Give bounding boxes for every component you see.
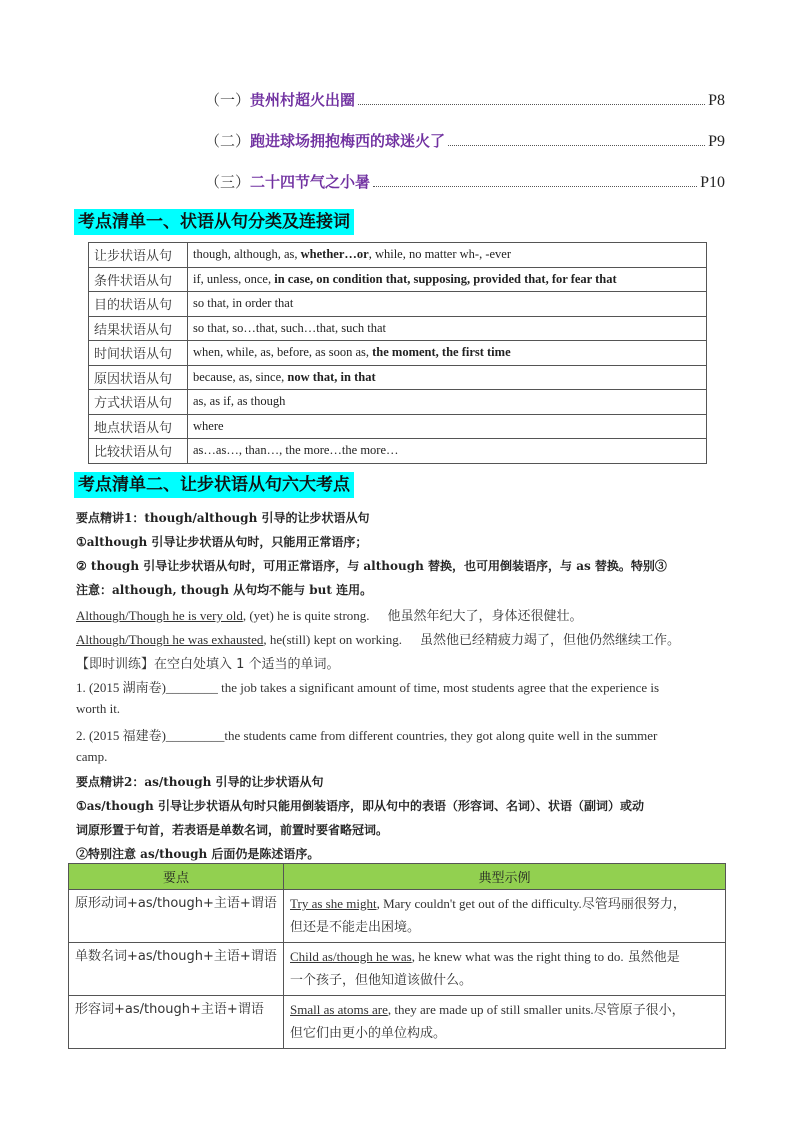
rule-text: 词原形置于句首，若表语是单数名词，前置时要省略冠词。: [76, 823, 389, 837]
example-translation: 但还是不能走出困境。: [290, 920, 421, 935]
connector-text: so that, in order that: [193, 296, 294, 311]
toc-entry[interactable]: [205, 84, 725, 110]
table-row: [89, 365, 707, 390]
connector-text: , while, no matter wh-, -ever: [368, 247, 511, 262]
table-row: [89, 243, 707, 268]
connectors-cell: [188, 316, 707, 341]
table-row: [69, 890, 726, 943]
toc-title[interactable]: 二十四节气之小暑: [250, 173, 371, 191]
example-underlined: Try as she might: [290, 896, 377, 911]
example-rest: , he(still) kept on working.: [263, 632, 403, 647]
clause-category: 地点状语从句: [89, 414, 188, 439]
example-underlined: Although/Though he is very old: [76, 608, 243, 623]
section-heading: 考点清单二、让步状语从句六大考点: [74, 472, 354, 498]
example-translation: 一个孩子，但他知道该做什么。: [290, 973, 473, 988]
table-row: [89, 341, 707, 366]
toc-entry[interactable]: [205, 125, 725, 151]
table-row: [69, 996, 726, 1049]
example-rest: , (yet) he is quite strong.: [242, 608, 370, 623]
example-underlined: Although/Though he was exhausted: [76, 632, 264, 647]
rule-text: 注意：although, though 从句均不能与 but 连用。: [76, 583, 373, 597]
connector-bold: the moment, the first time: [372, 345, 511, 360]
toc-number: （二）: [205, 132, 251, 150]
rule-text: ② though 引导让步状语从句时，可用正常语序，与 although 替换，也可用倒装语序，与 as 替换。特别③: [76, 559, 667, 573]
pattern-cell: 原形动词+as/though+主语+谓语: [69, 890, 284, 943]
toc-leader: [373, 185, 697, 187]
connectors-cell: [188, 414, 707, 439]
pattern-cell: 形容词+as/though+主语+谓语: [69, 996, 284, 1049]
connector-bold: now that, in that: [287, 369, 376, 384]
table-row: [89, 414, 707, 439]
table-row: [89, 292, 707, 317]
example-rest: , Mary couldn't get out of the difficulty.: [376, 896, 582, 911]
clause-category: 条件状语从句: [89, 267, 188, 292]
example-translation: 尽管玛丽很努力，: [581, 897, 686, 912]
table-row: [89, 316, 707, 341]
connector-text: because, as, since,: [193, 369, 288, 384]
example-underlined: Child as/though he was: [290, 949, 412, 964]
clause-category: 时间状语从句: [89, 341, 188, 366]
connectors-cell: [188, 243, 707, 268]
exercise-question: 1. (2015 湖南卷)________ the job takes a significant amount of time, most students agree that the experience is: [76, 680, 660, 695]
rule-text: ①although 引导让步状语从句时，只能用正常语序；: [76, 535, 368, 549]
connector-text: where: [193, 418, 224, 433]
table-row: [89, 267, 707, 292]
toc-leader: [358, 103, 705, 105]
drill-label: 【即时训练】在空白处填入 1 个适当的单词。: [76, 657, 340, 672]
toc-page: P9: [708, 133, 725, 150]
connector-text: so that, so…that, such…that, such that: [193, 320, 387, 335]
toc-page: P10: [700, 174, 725, 191]
example-rest: , he knew what was the right thing to do.: [411, 949, 624, 964]
example-translation: 尽管原子很小，: [593, 1003, 685, 1018]
toc-title[interactable]: 跑进球场拥抱梅西的球迷火了: [250, 132, 446, 150]
clause-category: 比较状语从句: [89, 439, 188, 464]
table-row: [69, 943, 726, 996]
column-header: 典型示例: [284, 864, 726, 890]
clause-table: [88, 242, 707, 464]
connectors-cell: [188, 292, 707, 317]
example-cell: [284, 996, 726, 1049]
connector-bold: whether…or: [300, 247, 369, 262]
example-translation: 他虽然年纪大了，身体还很健壮。: [387, 609, 583, 624]
clause-category: 方式状语从句: [89, 390, 188, 415]
example-sentence: [76, 629, 726, 648]
example-sentence: [76, 605, 726, 624]
clause-category: 目的状语从句: [89, 292, 188, 317]
toc-title[interactable]: 贵州村超火出圈: [250, 91, 356, 109]
connector-text: as, as if, as though: [193, 394, 286, 409]
connector-text: if, unless, once,: [193, 271, 275, 286]
connector-bold: in case, on condition that, supposing, provided that, for fear that: [274, 271, 617, 286]
connectors-cell: [188, 390, 707, 415]
toc-number: （三）: [205, 173, 251, 191]
connector-text: when, while, as, before, as soon as,: [193, 345, 373, 360]
toc-entry[interactable]: [205, 166, 725, 192]
point-title: 要点精讲1：though/although 引导的让步状语从句: [76, 511, 370, 525]
pattern-cell: 单数名词+as/though+主语+谓语: [69, 943, 284, 996]
example-translation: 虽然他已经精疲力竭了，但他仍然继续工作。: [420, 633, 681, 648]
exercise-question: 2. (2015 福建卷)_________the students came from different countries, they got along quite well in the summer: [76, 728, 658, 743]
point-title: 要点精讲2：as/though 引导的让步状语从句: [76, 775, 324, 789]
exercise-question: worth it.: [76, 701, 121, 716]
section-heading: 考点清单一、状语从句分类及连接词: [74, 209, 354, 235]
clause-category: 原因状语从句: [89, 365, 188, 390]
connector-text: as…as…, than…, the more…the more…: [193, 443, 399, 458]
toc-page: P8: [708, 92, 725, 109]
connector-text: though, although, as,: [193, 247, 301, 262]
rule-text: ②特别注意 as/though 后面仍是陈述语序。: [76, 847, 320, 861]
rule-text: ①as/though 引导让步状语从句时只能用倒装语序，即从句中的表语（形容词、名词）、状语（副词）或动: [76, 799, 644, 813]
example-rest: , they are made up of still smaller units.: [387, 1002, 594, 1017]
clause-category: 结果状语从句: [89, 316, 188, 341]
toc-number: （一）: [205, 91, 251, 109]
example-cell: [284, 890, 726, 943]
connectors-cell: [188, 439, 707, 464]
example-underlined: Small as atoms are: [290, 1002, 388, 1017]
example-translation: 虽然他是: [623, 950, 680, 965]
toc-leader: [448, 144, 705, 146]
connectors-cell: [188, 341, 707, 366]
example-translation: 但它们由更小的单位构成。: [290, 1026, 447, 1041]
example-cell: [284, 943, 726, 996]
key-points-table: [68, 863, 726, 1049]
column-header: 要点: [69, 864, 284, 890]
connectors-cell: [188, 267, 707, 292]
connectors-cell: [188, 365, 707, 390]
table-row: [89, 390, 707, 415]
exercise-question: camp.: [76, 749, 108, 764]
clause-category: 让步状语从句: [89, 243, 188, 268]
table-row: [89, 439, 707, 464]
